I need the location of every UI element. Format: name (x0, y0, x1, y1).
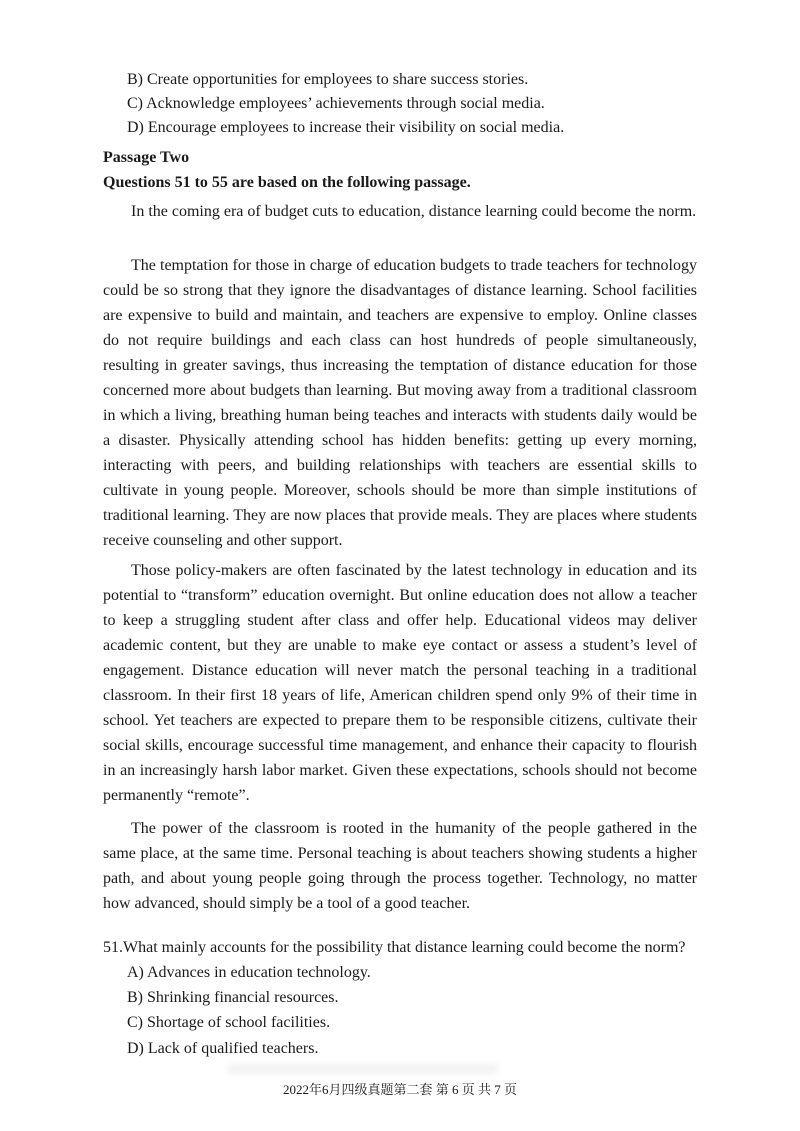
question-stem: 51.What mainly accounts for the possibility that distance learning could become the norm? (103, 939, 686, 956)
answer-d: D) Lack of qualified teachers. (127, 1040, 319, 1057)
paragraph-3: Those policy-makers are often fascinated by the latest technology in education and its potential to “transform” education overnight. But online education does not allow a teacher to keep a struggling student after class and offer help. Educational videos may deliver academic content, but they are unable to make eye contact or assess a student’s level of engagement. Distance education will never match the personal teaching in a traditional classroom. In their first 18 years of life, American children spend only 9% of their time in school. Yet teachers are expected to prepare them to be responsible citizens, cultivate their social skills, encourage successful time management, and enhance their capacity to flourish in an increasingly harsh labor market. Given these expectations, schools should not become permanently “remote”. (103, 562, 697, 804)
page-footer: 2022年6月四级真题第二套 第 6 页 共 7 页 (282, 1082, 517, 1097)
passage-title: Passage Two (103, 149, 190, 166)
answer-c: C) Shortage of school facilities. (127, 1014, 331, 1031)
passage-instruction: Questions 51 to 55 are based on the following passage. (103, 174, 471, 191)
option-c: C) Acknowledge employees’ achievements through social media. (127, 95, 545, 112)
paragraph-1: In the coming era of budget cuts to education, distance learning could become the norm. (131, 203, 697, 220)
scan-smudge (228, 1064, 498, 1074)
answer-a: A) Advances in education technology. (127, 964, 371, 981)
paragraph-4: The power of the classroom is rooted in the humanity of the people gathered in the same place, at the same time. Personal teaching is about teachers showing students a higher path, and about young people going through the process together. Technology, no matter how advanced, should simply be a tool of a good teacher. (103, 820, 697, 912)
option-d: D) Encourage employees to increase their visibility on social media. (127, 119, 565, 136)
option-b: B) Create opportunities for employees to share success stories. (127, 71, 529, 88)
answer-b: B) Shrinking financial resources. (127, 989, 339, 1006)
paragraph-2: The temptation for those in charge of education budgets to trade teachers for technology could be so strong that they ignore the disadvantages of distance learning. School facilities are expensive to build and maintain, and teachers are expensive to employ. Online classes do not require buildings and each class can host hundreds of people simultaneously, resulting in greater savings, thus increasing the temptation of distance education for those concerned more about budgets than learning. But moving away from a traditional classroom in which a living, breathing human being teaches and interacts with students daily would be a disaster. Physically attending school has hidden benefits: getting up every morning, interacting with peers, and building relationships with teachers are essential skills to cultivate in young people. Moreover, schools should be more than simple institutions of traditional learning. They are now places that provide meals. They are places where students receive counseling and other support. (103, 257, 697, 549)
